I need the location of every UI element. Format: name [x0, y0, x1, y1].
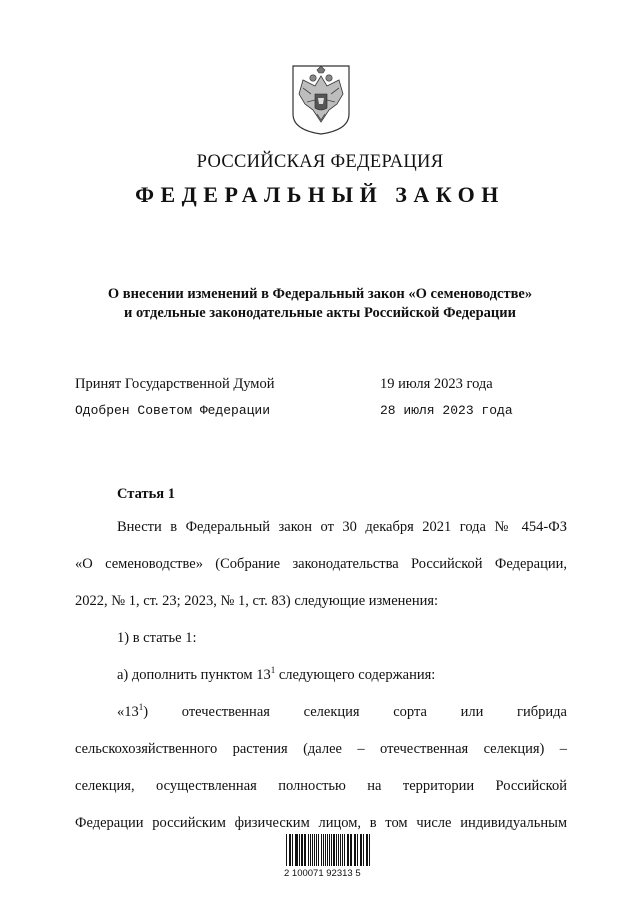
barcode-stripe	[347, 834, 348, 866]
barcode-stripe	[355, 834, 356, 866]
quote-word: отечественная	[181, 704, 270, 720]
barcode-stripe	[366, 834, 367, 866]
barcode-stripe	[348, 834, 349, 866]
quote-word: или	[460, 704, 484, 720]
sub-item-a-suffix: следующего содержания:	[275, 667, 436, 683]
council-approval-label: Одобрен Советом Федерации	[75, 403, 271, 418]
paragraph-1-line-3: 2022, № 1, ст. 23; 2023, № 1, ст. 83) следующие изменения:	[75, 593, 439, 609]
item-1: 1) в статье 1:	[117, 630, 197, 646]
barcode-stripe	[295, 834, 296, 866]
barcode-stripe	[318, 834, 319, 866]
barcode-stripe	[331, 834, 332, 866]
quote-line-4: Федерации российским физическим лицом, в том числе индивидуальным	[75, 815, 567, 831]
barcode-stripe	[340, 834, 341, 866]
paragraph-1-line-2: «О семеноводстве» (Собрание законодательства Российской Федерации,	[75, 556, 567, 572]
barcode-stripe	[290, 834, 291, 866]
barcode-stripe	[354, 834, 355, 866]
barcode-stripe	[301, 834, 302, 866]
barcode-stripe	[338, 834, 339, 866]
barcode-stripe	[296, 834, 298, 866]
barcode-stripe	[310, 834, 311, 866]
quote-word: селекция	[303, 704, 360, 720]
quote-word: гибрида	[517, 704, 567, 720]
russian-coat-of-arms-icon	[289, 64, 353, 136]
quote-number: «$13^1$)	[117, 702, 149, 720]
law-title-line-1: О внесении изменений в Федеральный закон «О семеноводстве»	[107, 286, 533, 302]
council-approval-date: 28 июля 2023 года	[380, 403, 513, 418]
barcode-stripe	[350, 834, 352, 866]
barcode-stripe	[360, 834, 361, 866]
barcode-stripe	[314, 834, 315, 866]
barcode-stripe	[327, 834, 328, 866]
barcode-stripe	[316, 834, 318, 866]
barcode-stripe	[292, 834, 293, 866]
country-name: РОССИЙСКАЯ ФЕДЕРАЦИЯ	[196, 152, 444, 172]
article-heading: Статья 1	[117, 486, 175, 502]
barcode-stripe	[336, 834, 337, 866]
barcode-stripe	[299, 834, 300, 866]
barcode-stripe	[361, 834, 362, 866]
barcode-stripe	[312, 834, 313, 866]
sub-item-a-prefix: а) дополнить пунктом 13	[117, 667, 271, 683]
barcode-bars	[286, 834, 372, 866]
barcode-stripe	[329, 834, 330, 866]
barcode-stripe	[325, 834, 326, 866]
barcode-stripe	[363, 834, 364, 866]
barcode-stripe	[333, 834, 335, 866]
barcode-stripe	[289, 834, 290, 866]
quote-line-3: селекция, осуществленная полностью на территории Российской	[75, 778, 567, 794]
law-title-line-2: и отдельные законодательные акты Российской Федерации	[124, 305, 516, 321]
paragraph-1-line-1: Внести в Федеральный закон от 30 декабря 2021 года № 454-ФЗ	[117, 519, 567, 535]
barcode-stripe	[308, 834, 309, 866]
barcode-stripe	[342, 834, 343, 866]
quote-line-2: сельскохозяйственного растения (далее – отечественная селекция) –	[75, 741, 567, 757]
sub-item-a-sup: 1	[270, 665, 276, 675]
barcode-stripe	[321, 834, 322, 866]
barcode-stripe	[304, 834, 305, 866]
barcode-stripe	[305, 834, 306, 866]
quote-word: сорта	[393, 704, 427, 720]
duma-adoption-date: 19 июля 2023 года	[380, 376, 493, 392]
barcode-stripe	[357, 834, 358, 866]
duma-adoption-label: Принят Государственной Думой	[75, 376, 275, 392]
barcode-stripe	[367, 834, 368, 866]
law-title	[60, 285, 580, 323]
sub-item-a	[75, 667, 567, 684]
barcode-number: 2 100071 92313 5	[284, 868, 361, 879]
document-barcode	[284, 834, 374, 882]
barcode-stripe	[369, 834, 370, 866]
law-type-heading: ФЕДЕРАЛЬНЫЙ ЗАКОН	[135, 182, 505, 207]
barcode-stripe	[344, 834, 345, 866]
quote-line-1	[75, 704, 567, 721]
barcode-stripe	[286, 834, 287, 866]
barcode-stripe	[323, 834, 324, 866]
